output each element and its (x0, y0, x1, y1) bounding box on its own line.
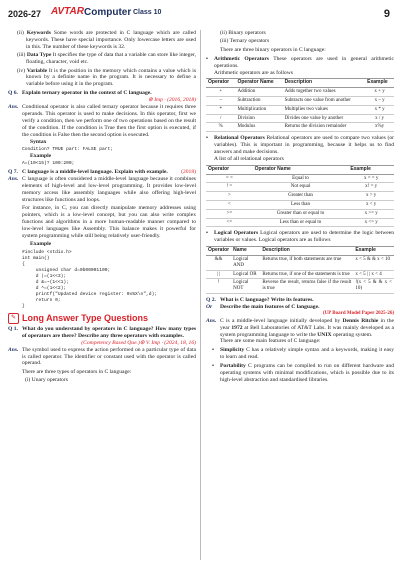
publisher-logo: AVTAR (51, 6, 84, 17)
syntax-label: Syntax (30, 138, 47, 145)
table-row: ! = Not equal x! = y (206, 183, 394, 192)
table-row: – Subtraction Subtracts one value from another x – y (206, 97, 394, 106)
table-row: <= Less than or equal to x <= y (206, 218, 394, 227)
question-6: Q 6. Explain ternary operator in the context of C language. ⊛ Imp · (2016, 2018) (8, 90, 196, 104)
features-intro: There are some main features of C language: (220, 338, 321, 345)
table-row: >= Greater than or equal to x >= y (206, 209, 394, 218)
answer-2: Ans. C is a middle-level language initially developed by Dennis Ritchie in the year 1972 at Bell Laboratories of AT&T Labs. It was mainly developed as a system programming language to write the UNIX operating system. (206, 317, 395, 338)
answer-1: Ans. The symbol used to express the action performed on a particular type of data is called operator. The identifier or constant used with the operator is called operand. There are three types of operators in C language: (i) Unary operators (8, 346, 196, 384)
board-paper-tag: (UP Board Model Paper 2025-26) (322, 310, 394, 316)
arithmetic-bullet: • Arithmetic Operators These operators are used in general arithmetic operations. Arithmetic operators are as follows (206, 55, 394, 76)
page-number: 9 (383, 8, 390, 20)
importance-tag: ⊛ Imp · (2016, 2018) (148, 97, 196, 104)
question-7: Q 7. C language is a middle-level language. Explain with example. (2018) (8, 169, 196, 176)
table-row: * Multiplication Multiplies two values x * y (206, 105, 394, 114)
competency-tag: (Competency Based Que.) (81, 339, 140, 346)
pencil-icon: ✎ (8, 313, 19, 324)
section-heading (8, 313, 196, 324)
table-row: / Division Divides one value by another x / y (206, 114, 394, 123)
table-row: % Modulus Returns the division remainder x%y (206, 123, 394, 132)
year-tag: (2018) (181, 169, 196, 176)
variable-item: (iv) Variable It is the position in the memory which contains a value which is known by a definite name in the program. It is necessary to define a variable before using it in the program. (17, 67, 196, 88)
question-2-or: Or Describe the main features of C language. (206, 303, 320, 310)
header-class: Class 10 (133, 9, 162, 16)
right-column (206, 30, 394, 384)
example-label: Example (30, 153, 52, 159)
question-1: Q 1. What do you understand by operators in C language? How many types of operators are there? Describe any three operators with examples. ⊛ V. Imp · (2024, 18, 16) (Competency Based Que.) (8, 325, 196, 346)
logical-bullet: • Logical Operators Logical operators are used to determine the logic between variables or values. Logical operators are as follows (206, 230, 395, 244)
type-ternary: (iii) Ternary operators (220, 38, 270, 45)
code-block: #include <stdio.h> int main() { unsigned char d=0b00001100; d |=(1<<3); d &=~(1<<1); d ^=(1<<2); printf("Updated device register: 0x%X\n",d); return 0; } (22, 249, 158, 309)
logical-table: Operator Name Description Example && Logical AND Returns true, if both statements are true x < 5 & & x < 10 | | Logical OR Returns true, if one of the statements is true x < 5 | | x < 4 ! Logical NOT Reverse the result, returns false if the result is true !(x < 5 & & x < 10) (206, 246, 394, 294)
datatype-item: (iii) Data Type It specifies the type of data that a variable can store like integer, floating, character, void etc. (17, 52, 196, 66)
answer-6: Ans. Conditional operator is also called ternary operator because it requires three operands. This operator is used to make decisions. In this operator, first we verify a condition, then we perform one of two operations based on the result of the condition. If the condition is True then the first option is executed, if the condition is False then the second option is executed. (8, 104, 196, 138)
left-column (8, 30, 196, 386)
column-divider (200, 30, 201, 560)
table-row: = = Equal to x = = y (206, 174, 394, 183)
type-binary: (ii) Binary operators (220, 30, 266, 36)
syntax-code: Condition? TRUE part: FALSE part; (22, 147, 113, 152)
page-header (0, 0, 400, 26)
feature-portability: • Portability C programs can be compiled to run on different hardware and operating systems with minimal modifications, which is possible due to its high-level abstraction and standardised libraries. (212, 363, 394, 383)
relational-bullet: • Relational Operators Relational operators are used to compare two values (or variables). This is important in programming, because it helps us to find answers and make decisions. A list of all relational operators (206, 135, 395, 162)
answer-7: Ans. C language is often considered a middle-level language because it combines elements of high-level and low-level programming. It provides low-level memory access like assembly languages while also offering high-level structures like functions and loops. For instance, in C, you can directly manipulate memory addresses using pointers, which is a low-level concept, but you can also write complex functions and algorithms in a more human-readable manner compared to low-level languages like Assembly. This balance makes it powerful for system programming while still being relatively user-friendly. (8, 176, 196, 240)
header-year: 2026-27 (8, 9, 42, 19)
table-row: > Greater than x > y (206, 192, 394, 201)
table-row: && Logical AND Returns true, if both statements are true x < 5 & & x < 10 (206, 256, 394, 271)
relational-table: Operator Operator Name Example = = Equal to x = = y ! = Not equal x! = y > Greater than x > y < Less than x < y >= Greater than or equal to x >= y <= Less than or equal to x <= y (206, 165, 394, 228)
table-row: ! Logical NOT Reverse the result, returns false if the result is true !(x < 5 & & x < 10) (206, 279, 394, 294)
table-row: < Less than x < y (206, 201, 394, 210)
example-code: A=(10<15)? 100:200; (22, 161, 75, 167)
feature-simplicity: • Simplicity C has a relatively simple syntax and a keywords, making it easy to learn and read. (212, 347, 394, 361)
binary-intro: There are three binary operators in C language: (220, 46, 326, 53)
question-2: Q 2. What is C language? Write its features. (206, 297, 314, 304)
table-row: | | Logical OR Returns true, if one of the statements is true x < 5 | | x < 4 (206, 270, 394, 279)
arithmetic-table: Operator Operator Name Description Example + Addition Adds together two values x + y – Subtraction Subtracts one value from another x – y * Multiplication Multiplies two values x * y / Division Divides one value by another x / y % Modulus Returns the division remainder x%y (206, 78, 394, 132)
header-subject: Computer (84, 7, 132, 18)
table-row: + Addition Adds together two values x + y (206, 88, 394, 97)
importance-tag: ⊛ V. Imp · (2024, 18, 16) (139, 339, 196, 346)
section-title: Long Answer Type Questions (22, 312, 149, 323)
keywords-item: (ii) Keywords Some words are protected in C language which are called keywords. These have special importance. Only lowercase letters are used in this. The number of these keywords is 32. (17, 30, 196, 50)
example2-label: Example (30, 241, 52, 248)
